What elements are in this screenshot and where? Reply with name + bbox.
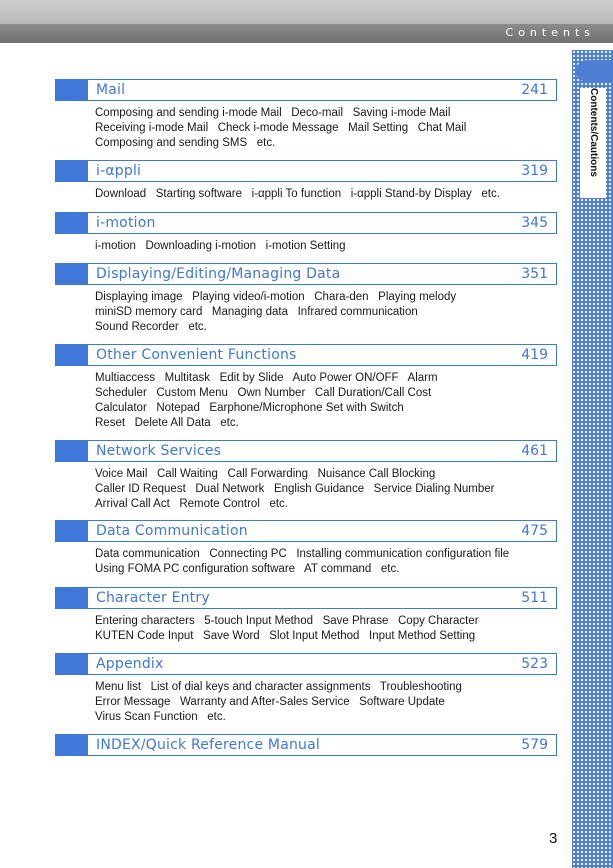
toc-section-network-services[interactable]	[55, 440, 557, 512]
section-header[interactable]	[55, 263, 557, 285]
topic-line: Menu list List of dial keys and character assignments Troubleshooting	[95, 681, 462, 693]
topic-line: Sound Recorder etc.	[95, 321, 207, 333]
section-title[interactable]: Mail	[96, 82, 126, 98]
topic-line: Using FOMA PC configuration software AT command etc.	[95, 563, 400, 575]
section-header[interactable]	[55, 520, 557, 542]
section-topics	[95, 547, 557, 577]
topic-line: Composing and sending i-mode Mail Deco-mail Saving i-mode Mail	[95, 107, 451, 119]
section-header[interactable]	[55, 734, 557, 756]
section-header[interactable]	[55, 440, 557, 462]
toc-section-index[interactable]	[55, 734, 557, 756]
section-title[interactable]: INDEX/Quick Reference Manual	[96, 737, 320, 753]
section-page[interactable]: 319	[521, 163, 548, 179]
side-tab-marker	[576, 60, 613, 82]
topic-line: Virus Scan Function etc.	[95, 711, 226, 723]
toc-section-appendix[interactable]	[55, 653, 557, 725]
section-topics	[95, 239, 557, 254]
section-title[interactable]: Data Communication	[96, 523, 248, 539]
topic-line: Download Starting software i-αppli To function i-αppli Stand-by Display etc.	[95, 188, 500, 200]
section-header[interactable]	[55, 344, 557, 366]
topic-line: Composing and sending SMS etc.	[95, 137, 276, 149]
topic-line: Data communication Connecting PC Installing communication configuration file	[95, 548, 510, 560]
toc-section-character-entry[interactable]	[55, 587, 557, 644]
section-topics	[95, 680, 557, 725]
section-title[interactable]: i-motion	[96, 215, 156, 231]
header-bar	[0, 24, 613, 43]
section-marker	[56, 441, 88, 461]
topic-line: Entering characters 5-touch Input Method Save Phrase Copy Character	[95, 615, 479, 627]
section-marker	[56, 345, 88, 365]
toc-section-displaying-data[interactable]	[55, 263, 557, 335]
section-page[interactable]: 345	[521, 215, 548, 231]
topic-line: Arrival Call Act Remote Control etc.	[95, 498, 289, 510]
section-header[interactable]	[55, 79, 557, 101]
section-title[interactable]: Appendix	[96, 656, 164, 672]
toc-section-iappli[interactable]	[55, 160, 557, 202]
section-header[interactable]	[55, 587, 557, 609]
section-topics	[95, 187, 557, 202]
section-page[interactable]: 419	[521, 347, 548, 363]
topic-line: Voice Mail Call Waiting Call Forwarding Nuisance Call Blocking	[95, 468, 436, 480]
page-number: 3	[549, 830, 558, 847]
section-topics	[95, 371, 557, 431]
section-title[interactable]: i-αppli	[96, 163, 142, 179]
section-page[interactable]: 461	[521, 443, 548, 459]
section-page[interactable]: 511	[521, 590, 548, 606]
topic-line: miniSD memory card Managing data Infrared communication	[95, 306, 418, 318]
section-page[interactable]: 523	[521, 656, 548, 672]
section-topics	[95, 290, 557, 335]
topic-line: Error Message Warranty and After-Sales Service Software Update	[95, 696, 445, 708]
section-topics	[95, 106, 557, 151]
topic-line: KUTEN Code Input Save Word Slot Input Method Input Method Setting	[95, 630, 476, 642]
section-marker	[56, 521, 88, 541]
topic-line: Calculator Notepad Earphone/Microphone Set with Switch	[95, 402, 404, 414]
toc-section-other-functions[interactable]	[55, 344, 557, 431]
section-header[interactable]	[55, 212, 557, 234]
section-marker	[56, 161, 88, 181]
section-header[interactable]	[55, 160, 557, 182]
section-page[interactable]: 579	[521, 737, 548, 753]
section-marker	[56, 735, 88, 755]
topic-line: Displaying image Playing video/i-motion Chara-den Playing melody	[95, 291, 457, 303]
topic-line: Caller ID Request Dual Network English Guidance Service Dialing Number	[95, 483, 495, 495]
topic-line: Multiaccess Multitask Edit by Slide Auto Power ON/OFF Alarm	[95, 372, 438, 384]
section-title[interactable]: Displaying/Editing/Managing Data	[96, 266, 341, 282]
section-topics	[95, 614, 557, 644]
section-marker	[56, 80, 88, 100]
section-marker	[56, 654, 88, 674]
section-title[interactable]: Network Services	[96, 443, 222, 459]
section-topics	[95, 467, 557, 512]
toc-section-imotion[interactable]	[55, 212, 557, 254]
section-title[interactable]: Other Convenient Functions	[96, 347, 297, 363]
toc-section-mail[interactable]	[55, 79, 557, 151]
topic-line: Scheduler Custom Menu Own Number Call Duration/Call Cost	[95, 387, 432, 399]
side-tab-label[interactable]: Contents/Cautions	[580, 88, 606, 198]
section-marker	[56, 588, 88, 608]
topic-line: Receiving i-mode Mail Check i-mode Message Mail Setting Chat Mail	[95, 122, 467, 134]
topic-line: Reset Delete All Data etc.	[95, 417, 239, 429]
top-band	[0, 0, 613, 24]
section-header[interactable]	[55, 653, 557, 675]
header-title: Contents	[505, 26, 595, 39]
section-page[interactable]: 475	[521, 523, 548, 539]
section-title[interactable]: Character Entry	[96, 590, 210, 606]
section-marker	[56, 213, 88, 233]
section-page[interactable]: 351	[521, 266, 548, 282]
section-page[interactable]: 241	[521, 82, 548, 98]
topic-line: i-motion Downloading i-motion i-motion Setting	[95, 240, 346, 252]
toc-section-data-communication[interactable]	[55, 520, 557, 577]
section-marker	[56, 264, 88, 284]
